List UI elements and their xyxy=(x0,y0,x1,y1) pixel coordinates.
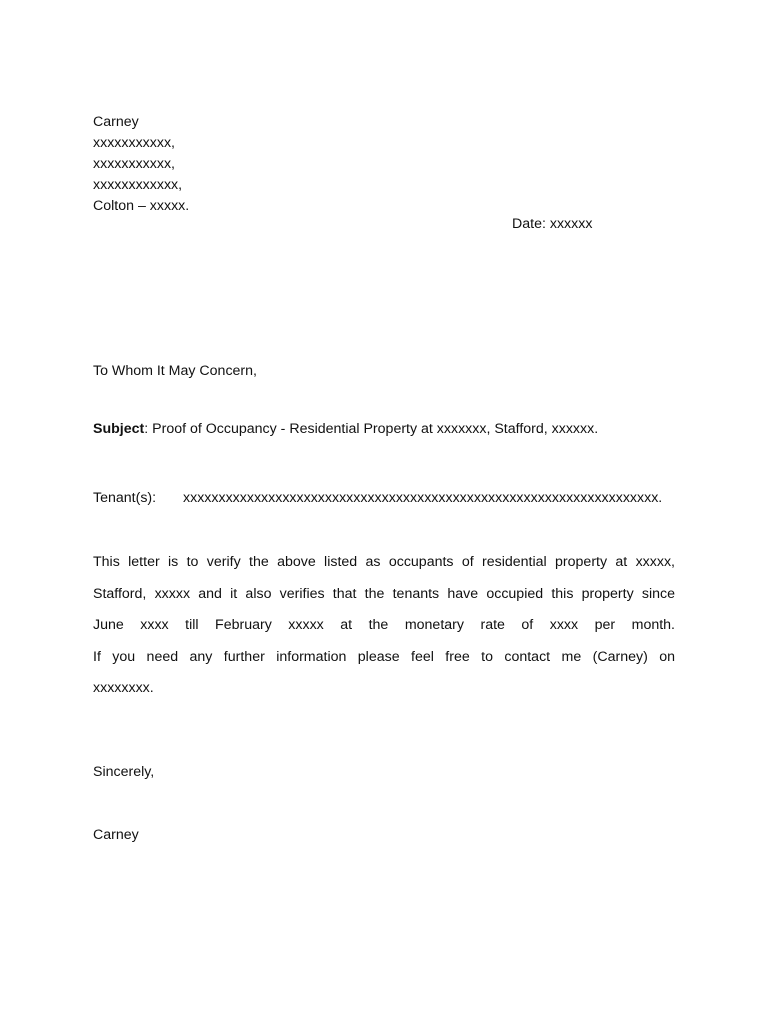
sender-address-block xyxy=(93,112,189,217)
body-paragraph xyxy=(93,552,675,710)
subject-text: : Proof of Occupancy - Residential Property at xxxxxxx, Stafford, xxxxxx. xyxy=(144,421,599,437)
address-line-3: xxxxxxxxxxxx, xyxy=(93,177,183,193)
tenants-value: xxxxxxxxxxxxxxxxxxxxxxxxxxxxxxxxxxxxxxxxxxxxxxxxxxxxxxxxxxxxxxxxxxx. xyxy=(183,490,663,506)
body-line-3: June xxxx till February xxxxx at the monetary rate of xxxx per month. xyxy=(93,617,675,633)
sender-name: Carney xyxy=(93,114,139,130)
tenants-label: Tenant(s): xyxy=(93,490,157,506)
body-line-2: Stafford, xxxxx and it also verifies that the tenants have occupied this property since xyxy=(93,585,675,602)
signature-name: Carney xyxy=(93,827,139,843)
address-line-1: xxxxxxxxxxx, xyxy=(93,135,175,151)
subject-label: Subject xyxy=(93,421,145,437)
subject-line xyxy=(93,422,598,436)
closing: Sincerely, xyxy=(93,764,155,780)
body-line-1: This letter is to verify the above listed as occupants of residential property at xxxxx, xyxy=(93,554,675,570)
body-line-5: xxxxxxxx. xyxy=(93,680,154,696)
body-line-4: If you need any further information please feel free to contact me (Carney) on xyxy=(93,648,675,665)
address-line-2: xxxxxxxxxxx, xyxy=(93,156,175,172)
letter-date: Date: xxxxxx xyxy=(512,216,593,232)
salutation: To Whom It May Concern, xyxy=(93,363,257,379)
address-line-4: Colton – xxxxx. xyxy=(93,198,190,214)
